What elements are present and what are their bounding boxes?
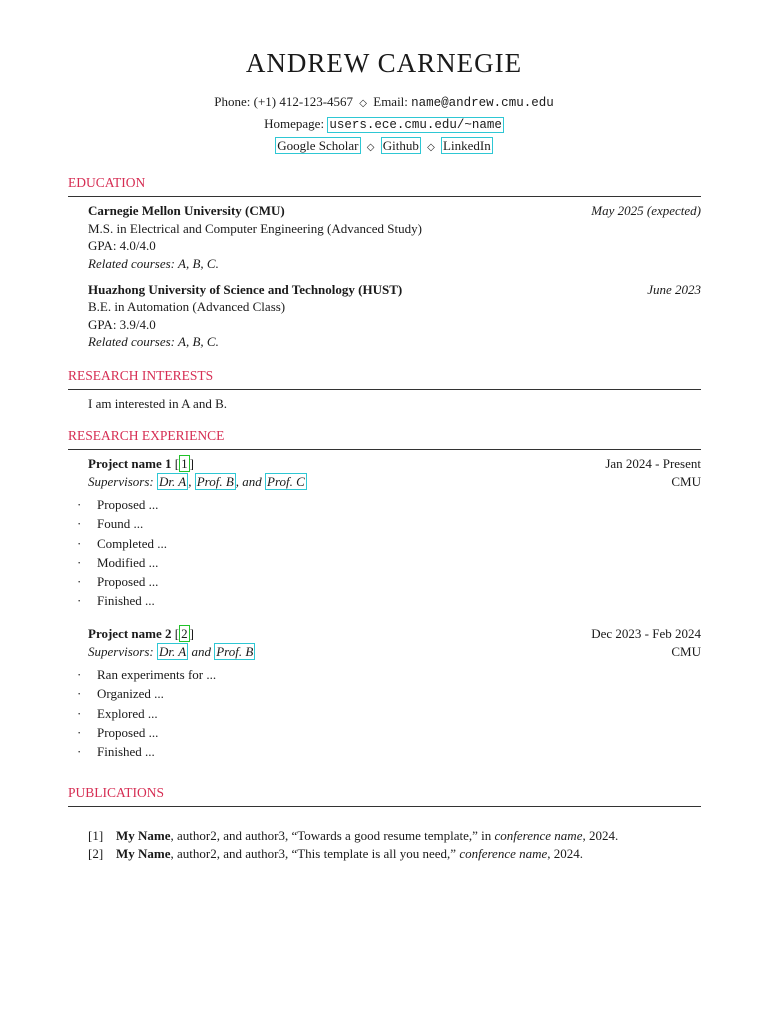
homepage-label: Homepage: [264,116,325,131]
publication-number: [1] [88,828,104,843]
project-date: Dec 2023 - Feb 2024 [591,626,701,641]
bullet-icon: · [77,516,82,531]
list-item [77,725,158,741]
publication-self-author: My Name [116,846,171,861]
supervisor-link[interactable]: Prof. B [216,644,254,659]
supervisor-link[interactable]: Dr. A [158,474,187,489]
gpa-text: GPA: 4.0/4.0 [88,238,156,253]
project-title: Project name 1 [ 1 ] [88,456,194,471]
gpa-text: GPA: 3.9/4.0 [88,317,156,332]
bullet-icon: · [77,686,82,701]
project-place: CMU [671,644,701,659]
separator-icon: ◇ [427,142,435,153]
supervisors-label: Supervisors: [88,644,154,659]
email-link[interactable]: name@andrew.cmu.edu [411,96,554,110]
email-label: Email: [373,94,408,109]
bullet-icon: · [77,744,82,759]
publication-item [88,846,583,862]
bullet-text: Modified ... [97,555,159,570]
section-divider [68,389,701,390]
publication-self-author: My Name [116,828,171,843]
supervisors-label: Supervisors: [88,474,154,489]
supervisors-line [88,644,255,660]
publication-authors: , author2, and author3, “This template is all you need,” [170,846,460,861]
publication-number: [2] [88,846,104,861]
education-heading: EDUCATION [68,175,146,190]
experience-heading: RESEARCH EXPERIENCE [68,428,225,443]
contact-line [0,94,768,110]
bullet-text: Proposed ... [97,574,159,589]
bullet-icon: · [77,536,82,551]
homepage-line [0,116,768,132]
citation-link[interactable]: 2 [181,626,188,641]
bullet-icon: · [77,497,82,512]
project-name: Project name 1 [88,456,172,471]
bullet-text: Proposed ... [97,725,159,740]
interests-text: I am interested in A and B. [88,396,228,411]
publication-venue: conference name [459,846,548,861]
publication-authors: , author2, and author3, “Towards a good resume template,” in [170,828,495,843]
profile-links [0,138,768,154]
courses-text: Related courses: A, B, C. [88,256,219,271]
supervisors-line [88,474,307,490]
resume-name: ANDREW CARNEGIE [245,48,523,78]
bullet-text: Found ... [97,516,144,531]
bullet-text: Organized ... [97,686,164,701]
linkedin-link[interactable]: LinkedIn [443,138,491,153]
education-date: May 2025 (expected) [591,203,701,218]
school-name: Carnegie Mellon University (CMU) [88,203,285,218]
github-link[interactable]: Github [382,138,419,153]
supervisor-separator: and [191,644,211,659]
bullet-icon: · [77,667,82,682]
section-divider [68,449,701,450]
publication-venue: conference name [494,828,583,843]
separator-icon: ◇ [366,142,375,153]
supervisor-separator: , and [235,474,262,489]
google-scholar-link[interactable]: Google Scholar [277,138,359,153]
degree-text: M.S. in Electrical and Computer Engineering (Advanced Study) [88,221,422,236]
education-date: June 2023 [647,282,701,297]
list-item [77,555,158,571]
list-item [77,516,143,532]
section-divider [68,806,701,807]
bullet-icon: · [77,725,82,740]
project-place: CMU [671,474,701,489]
phone-text: Phone: (+1) 412-123-4567 [214,94,354,109]
list-item [77,536,167,552]
list-item [77,593,155,609]
homepage-link[interactable]: users.ece.cmu.edu/~name [329,118,502,132]
list-item [77,497,158,513]
publication-year: , 2024. [582,828,619,843]
list-item [77,744,155,760]
supervisor-separator: , [188,474,192,489]
bullet-text: Proposed ... [97,497,159,512]
list-item [77,574,158,590]
degree-text: B.E. in Automation (Advanced Class) [88,299,286,314]
publications-heading: PUBLICATIONS [68,785,165,800]
bullet-icon: · [77,555,82,570]
list-item [77,667,216,683]
bullet-icon: · [77,593,82,608]
school-name: Huazhong University of Science and Technology (HUST) [88,282,403,297]
list-item [77,706,158,722]
bullet-icon: · [77,574,82,589]
courses-text: Related courses: A, B, C. [88,334,219,349]
bullet-text: Completed ... [97,536,168,551]
publication-item [88,828,618,844]
bullet-text: Finished ... [97,744,155,759]
bullet-text: Ran experiments for ... [97,667,217,682]
citation-link[interactable]: 1 [181,456,188,471]
supervisor-link[interactable]: Prof. B [196,474,234,489]
list-item [77,686,164,702]
project-title: Project name 2 [ 2 ] [88,626,194,641]
supervisor-link[interactable]: Prof. C [267,474,305,489]
supervisor-link[interactable]: Dr. A [158,644,187,659]
section-divider [68,196,701,197]
bullet-text: Finished ... [97,593,155,608]
project-date: Jan 2024 - Present [605,456,701,471]
interests-heading: RESEARCH INTERESTS [68,368,214,383]
separator-icon: ◇ [359,98,367,109]
publication-year: , 2024. [547,846,584,861]
bullet-text: Explored ... [97,706,158,721]
bullet-icon: · [77,706,82,721]
project-name: Project name 2 [88,626,172,641]
